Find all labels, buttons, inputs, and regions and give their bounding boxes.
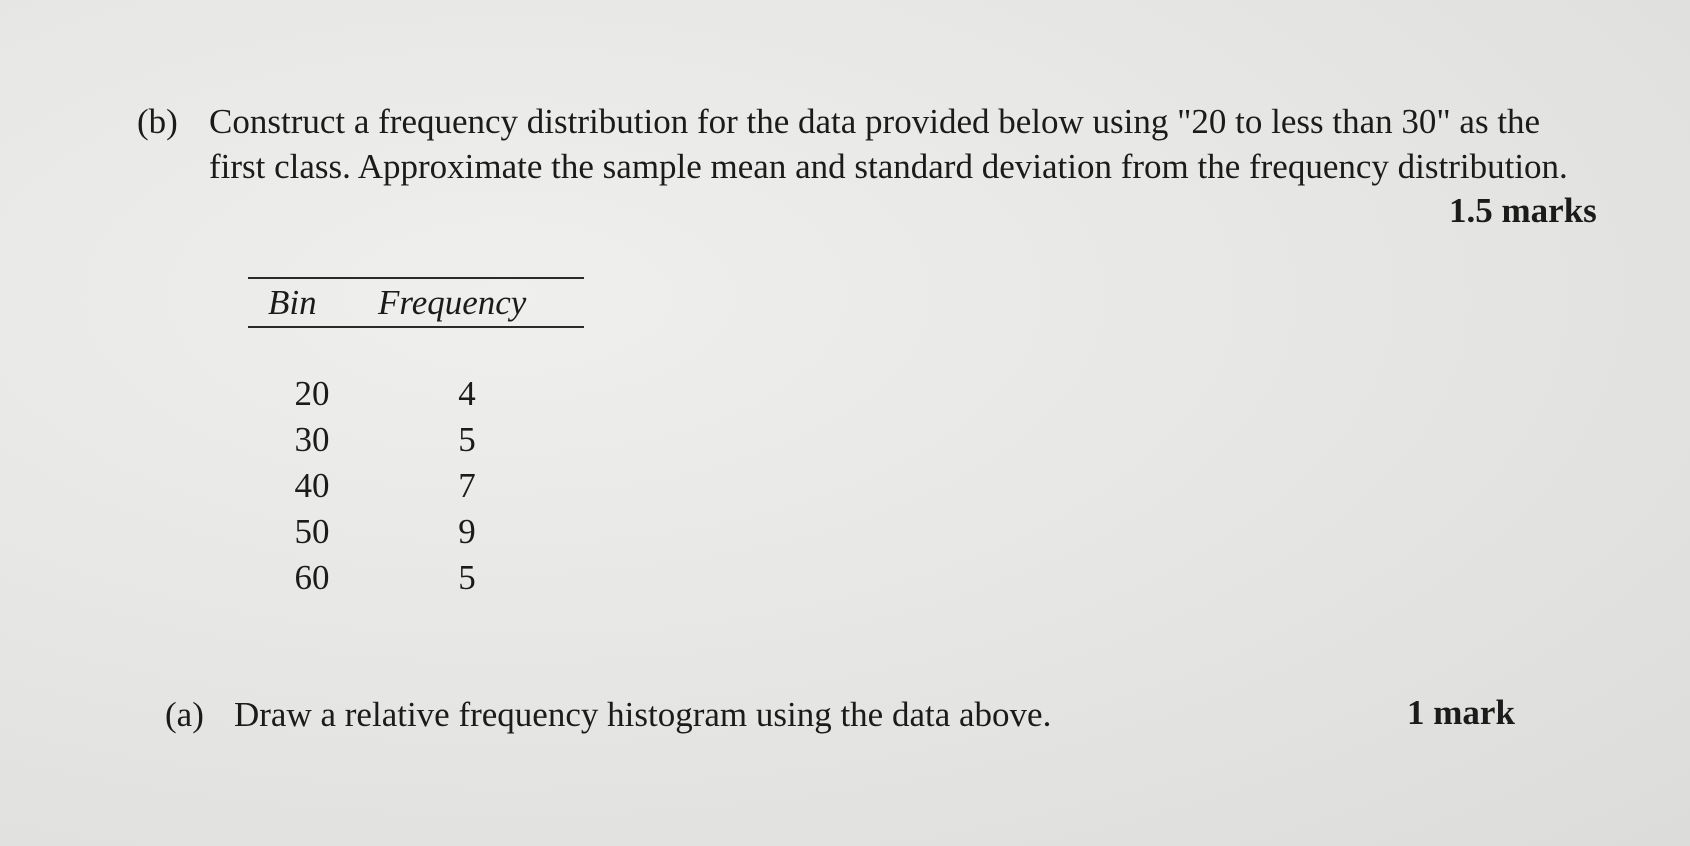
part-a-instruction: Draw a relative frequency histogram using the data above. bbox=[234, 695, 1052, 734]
part-b-instruction-line-1: Construct a frequency distribution for the data provided below using "20 to less than 30" as the bbox=[209, 102, 1541, 141]
table-cell-frequency: 4 bbox=[458, 374, 476, 413]
table-cell-frequency: 9 bbox=[458, 512, 476, 551]
part-a-label: (a) bbox=[165, 695, 204, 734]
table-header-bin: Bin bbox=[268, 283, 317, 322]
part-b-marks: 1.5 marks bbox=[1449, 191, 1597, 230]
table-header-frequency: Frequency bbox=[378, 283, 527, 322]
table-cell-frequency: 7 bbox=[458, 466, 476, 505]
table-cell-frequency: 5 bbox=[458, 420, 476, 459]
table-header-rule bbox=[248, 326, 584, 328]
part-a-marks: 1 mark bbox=[1407, 693, 1515, 732]
table-top-rule bbox=[248, 277, 584, 279]
part-b-label: (b) bbox=[137, 102, 178, 141]
table-cell-bin: 40 bbox=[294, 466, 330, 505]
table-cell-bin: 30 bbox=[294, 420, 330, 459]
table-cell-bin: 60 bbox=[294, 558, 330, 597]
table-cell-bin: 50 bbox=[294, 512, 330, 551]
table-cell-bin: 20 bbox=[294, 374, 330, 413]
table-cell-frequency: 5 bbox=[458, 558, 476, 597]
part-b-instruction-line-2: first class. Approximate the sample mean and standard deviation from the frequency distribution. bbox=[209, 147, 1568, 186]
